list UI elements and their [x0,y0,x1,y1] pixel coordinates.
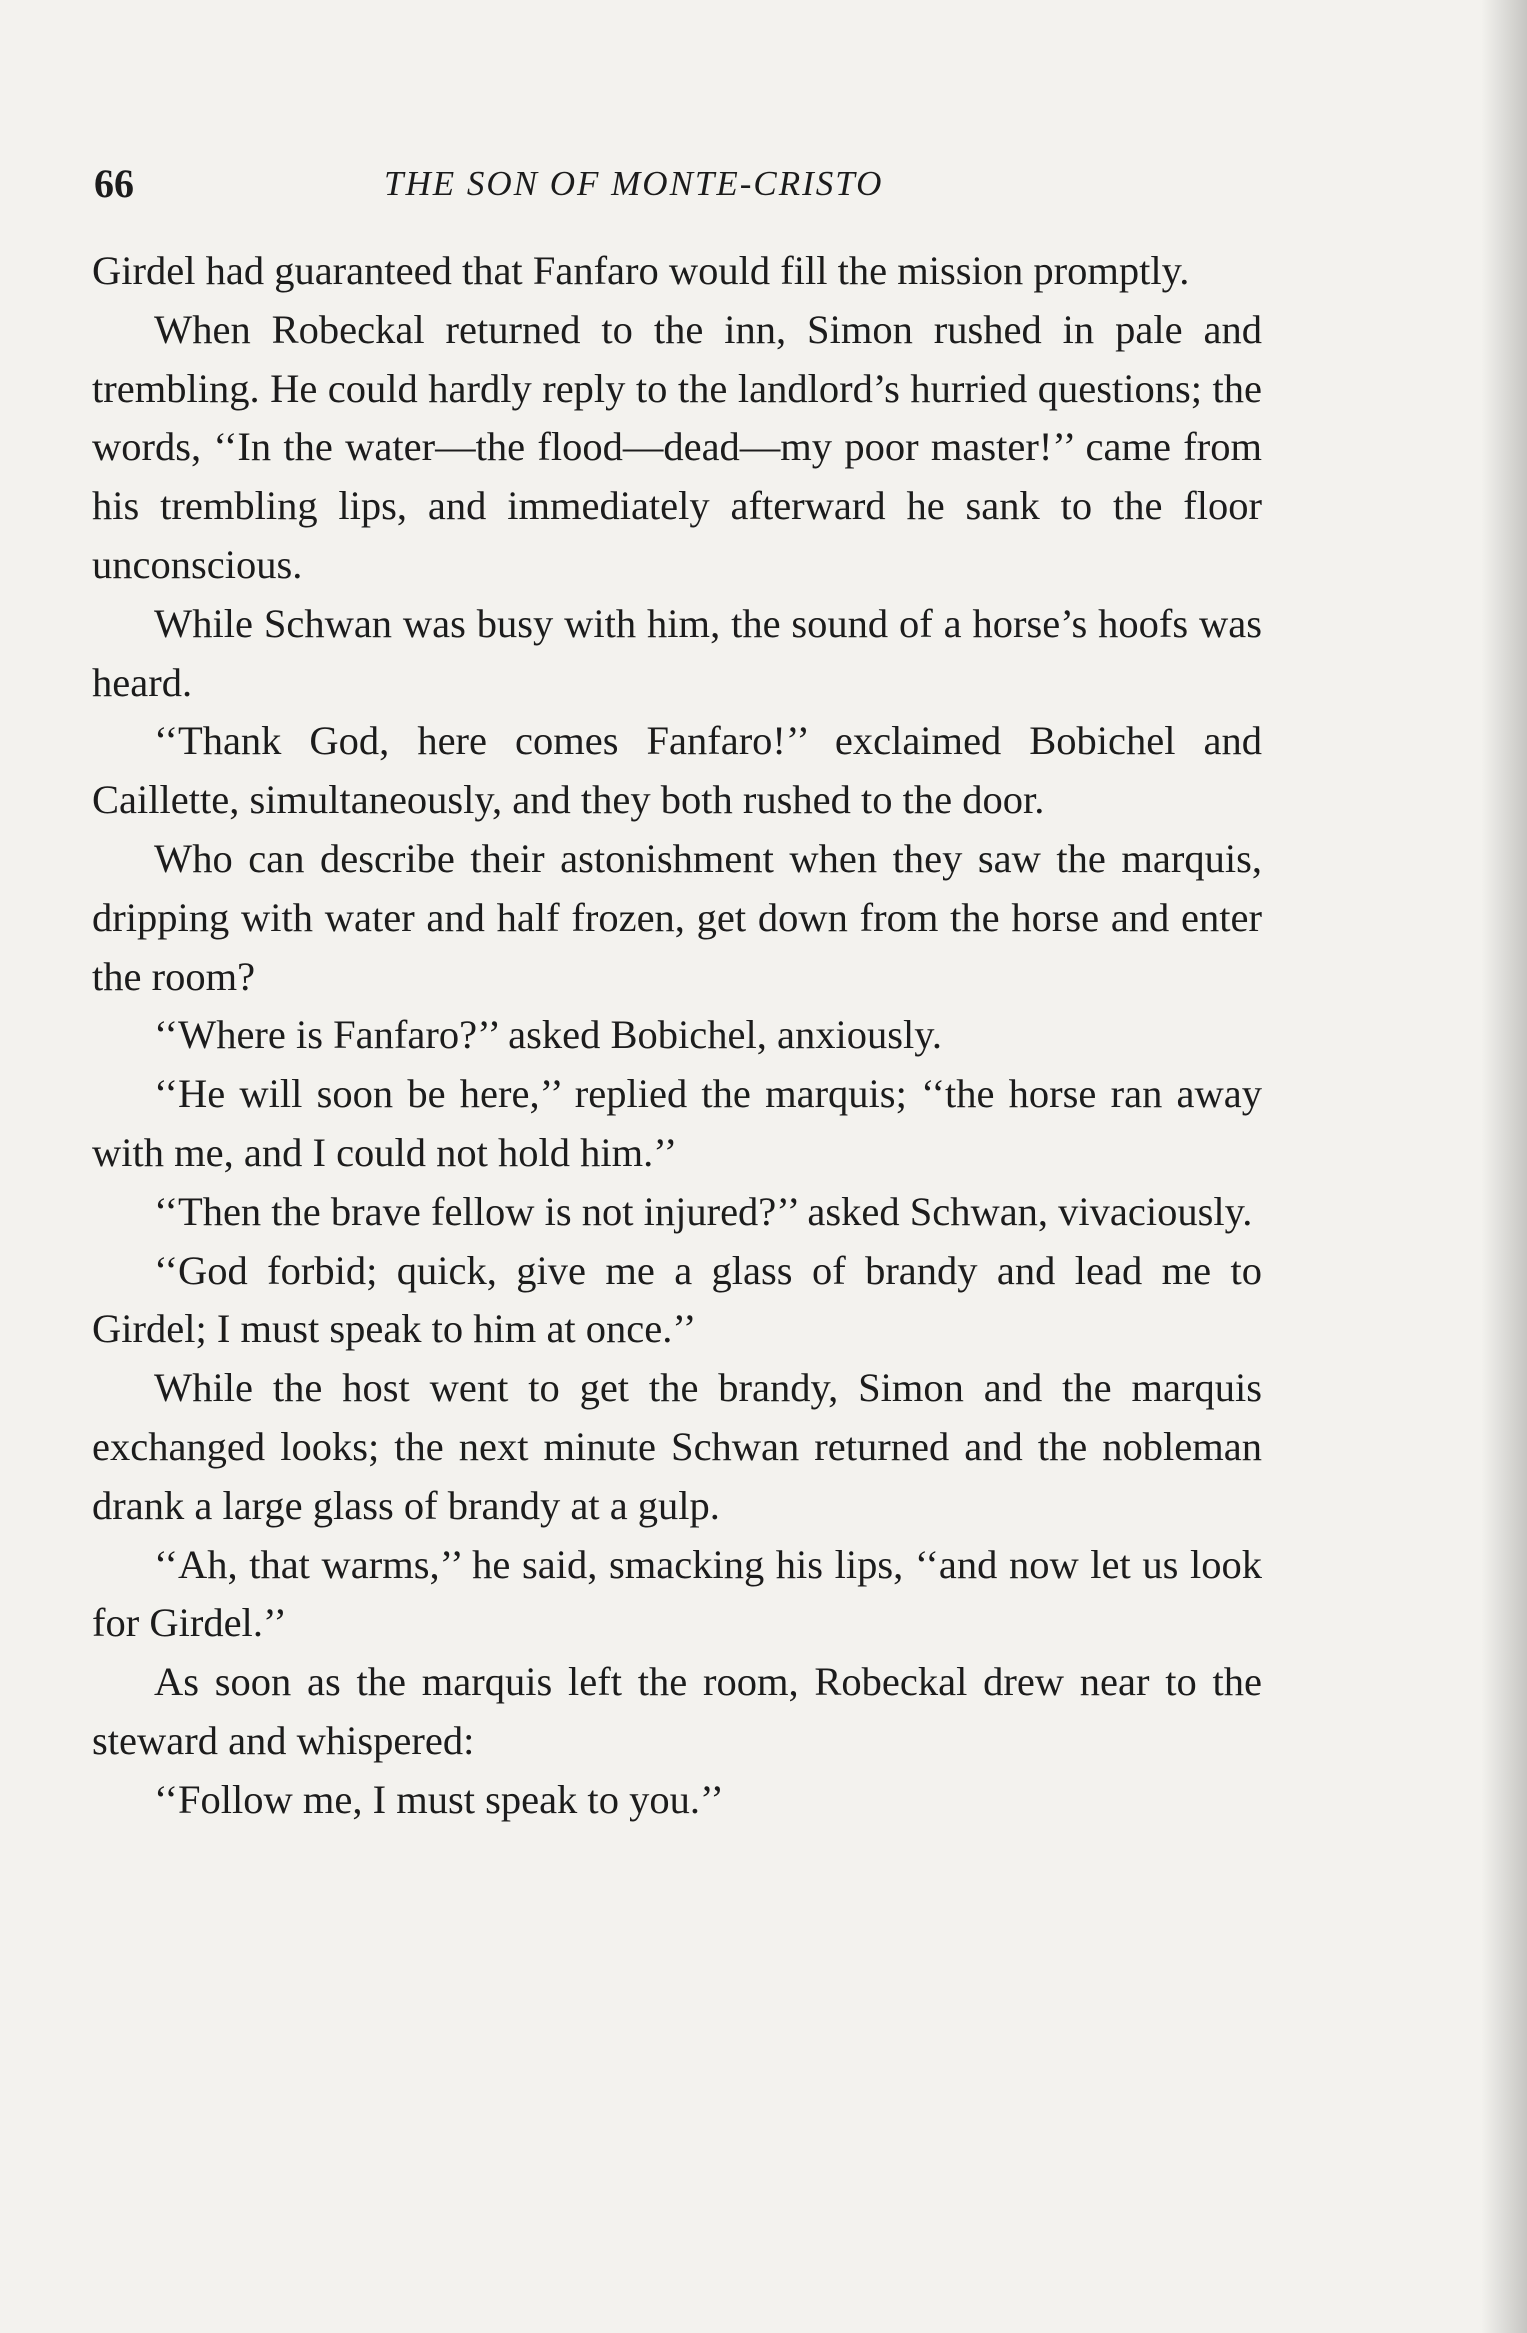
page-header [94,160,1274,220]
paragraph-7: ‘‘He will soon be here,’’ replied the marquis; ‘‘the horse ran away with me, and I could not hold him.’’ [92,1071,1262,1175]
page-edge-shadow [1481,0,1527,2333]
paragraph-2: When Robeckal returned to the inn, Simon rushed in pale and trembling. He could hardly reply to the landlord’s hurried questions; the words, ‘‘In the water—the flood—dead—my poor master!’’ came from his trembling lips, and immediately afterward he sank to the floor unconscious. [92,306,1262,587]
paragraph-6: ‘‘Where is Fanfaro?’’ asked Bobichel, anxiously. [154,1012,942,1058]
body-text [92,242,1262,1830]
paragraph-13: ‘‘Follow me, I must speak to you.’’ [154,1776,724,1822]
paragraph-11: ‘‘Ah, that warms,’’ he said, smacking his lips, ‘‘and now let us look for Girdel.’’ [92,1541,1262,1646]
paragraph-5: Who can describe their astonishment when they saw the marquis, dripping with water and half frozen, get down from the horse and enter the room? [92,835,1262,999]
running-title: THE SON OF MONTE-CRISTO [384,164,884,203]
paragraph-3: While Schwan was busy with him, the sound of a horse’s hoofs was heard. [92,600,1262,705]
paragraph-4: ‘‘Thank God, here comes Fanfaro!’’ exclaimed Bobichel and Caillette, simultaneously, and they both rushed to the door. [92,718,1262,823]
page-number: 66 [94,161,134,206]
paragraph-10: While the host went to get the brandy, Simon and the marquis exchanged looks; the next minute Schwan returned and the nobleman drank a large glass of brandy at a gulp. [92,1365,1262,1528]
paragraph-9: ‘‘God forbid; quick, give me a glass of brandy and lead me to Girdel; I must speak to him at once.’’ [92,1247,1262,1352]
paragraph-12: As soon as the marquis left the room, Robeckal drew near to the steward and whispered: [92,1659,1262,1763]
paragraph-1: Girdel had guaranteed that Fanfaro would fill the mission promptly. [92,248,1190,293]
paragraph-8: ‘‘Then the brave fellow is not injured?’’ asked Schwan, vivaciously. [154,1188,1253,1234]
